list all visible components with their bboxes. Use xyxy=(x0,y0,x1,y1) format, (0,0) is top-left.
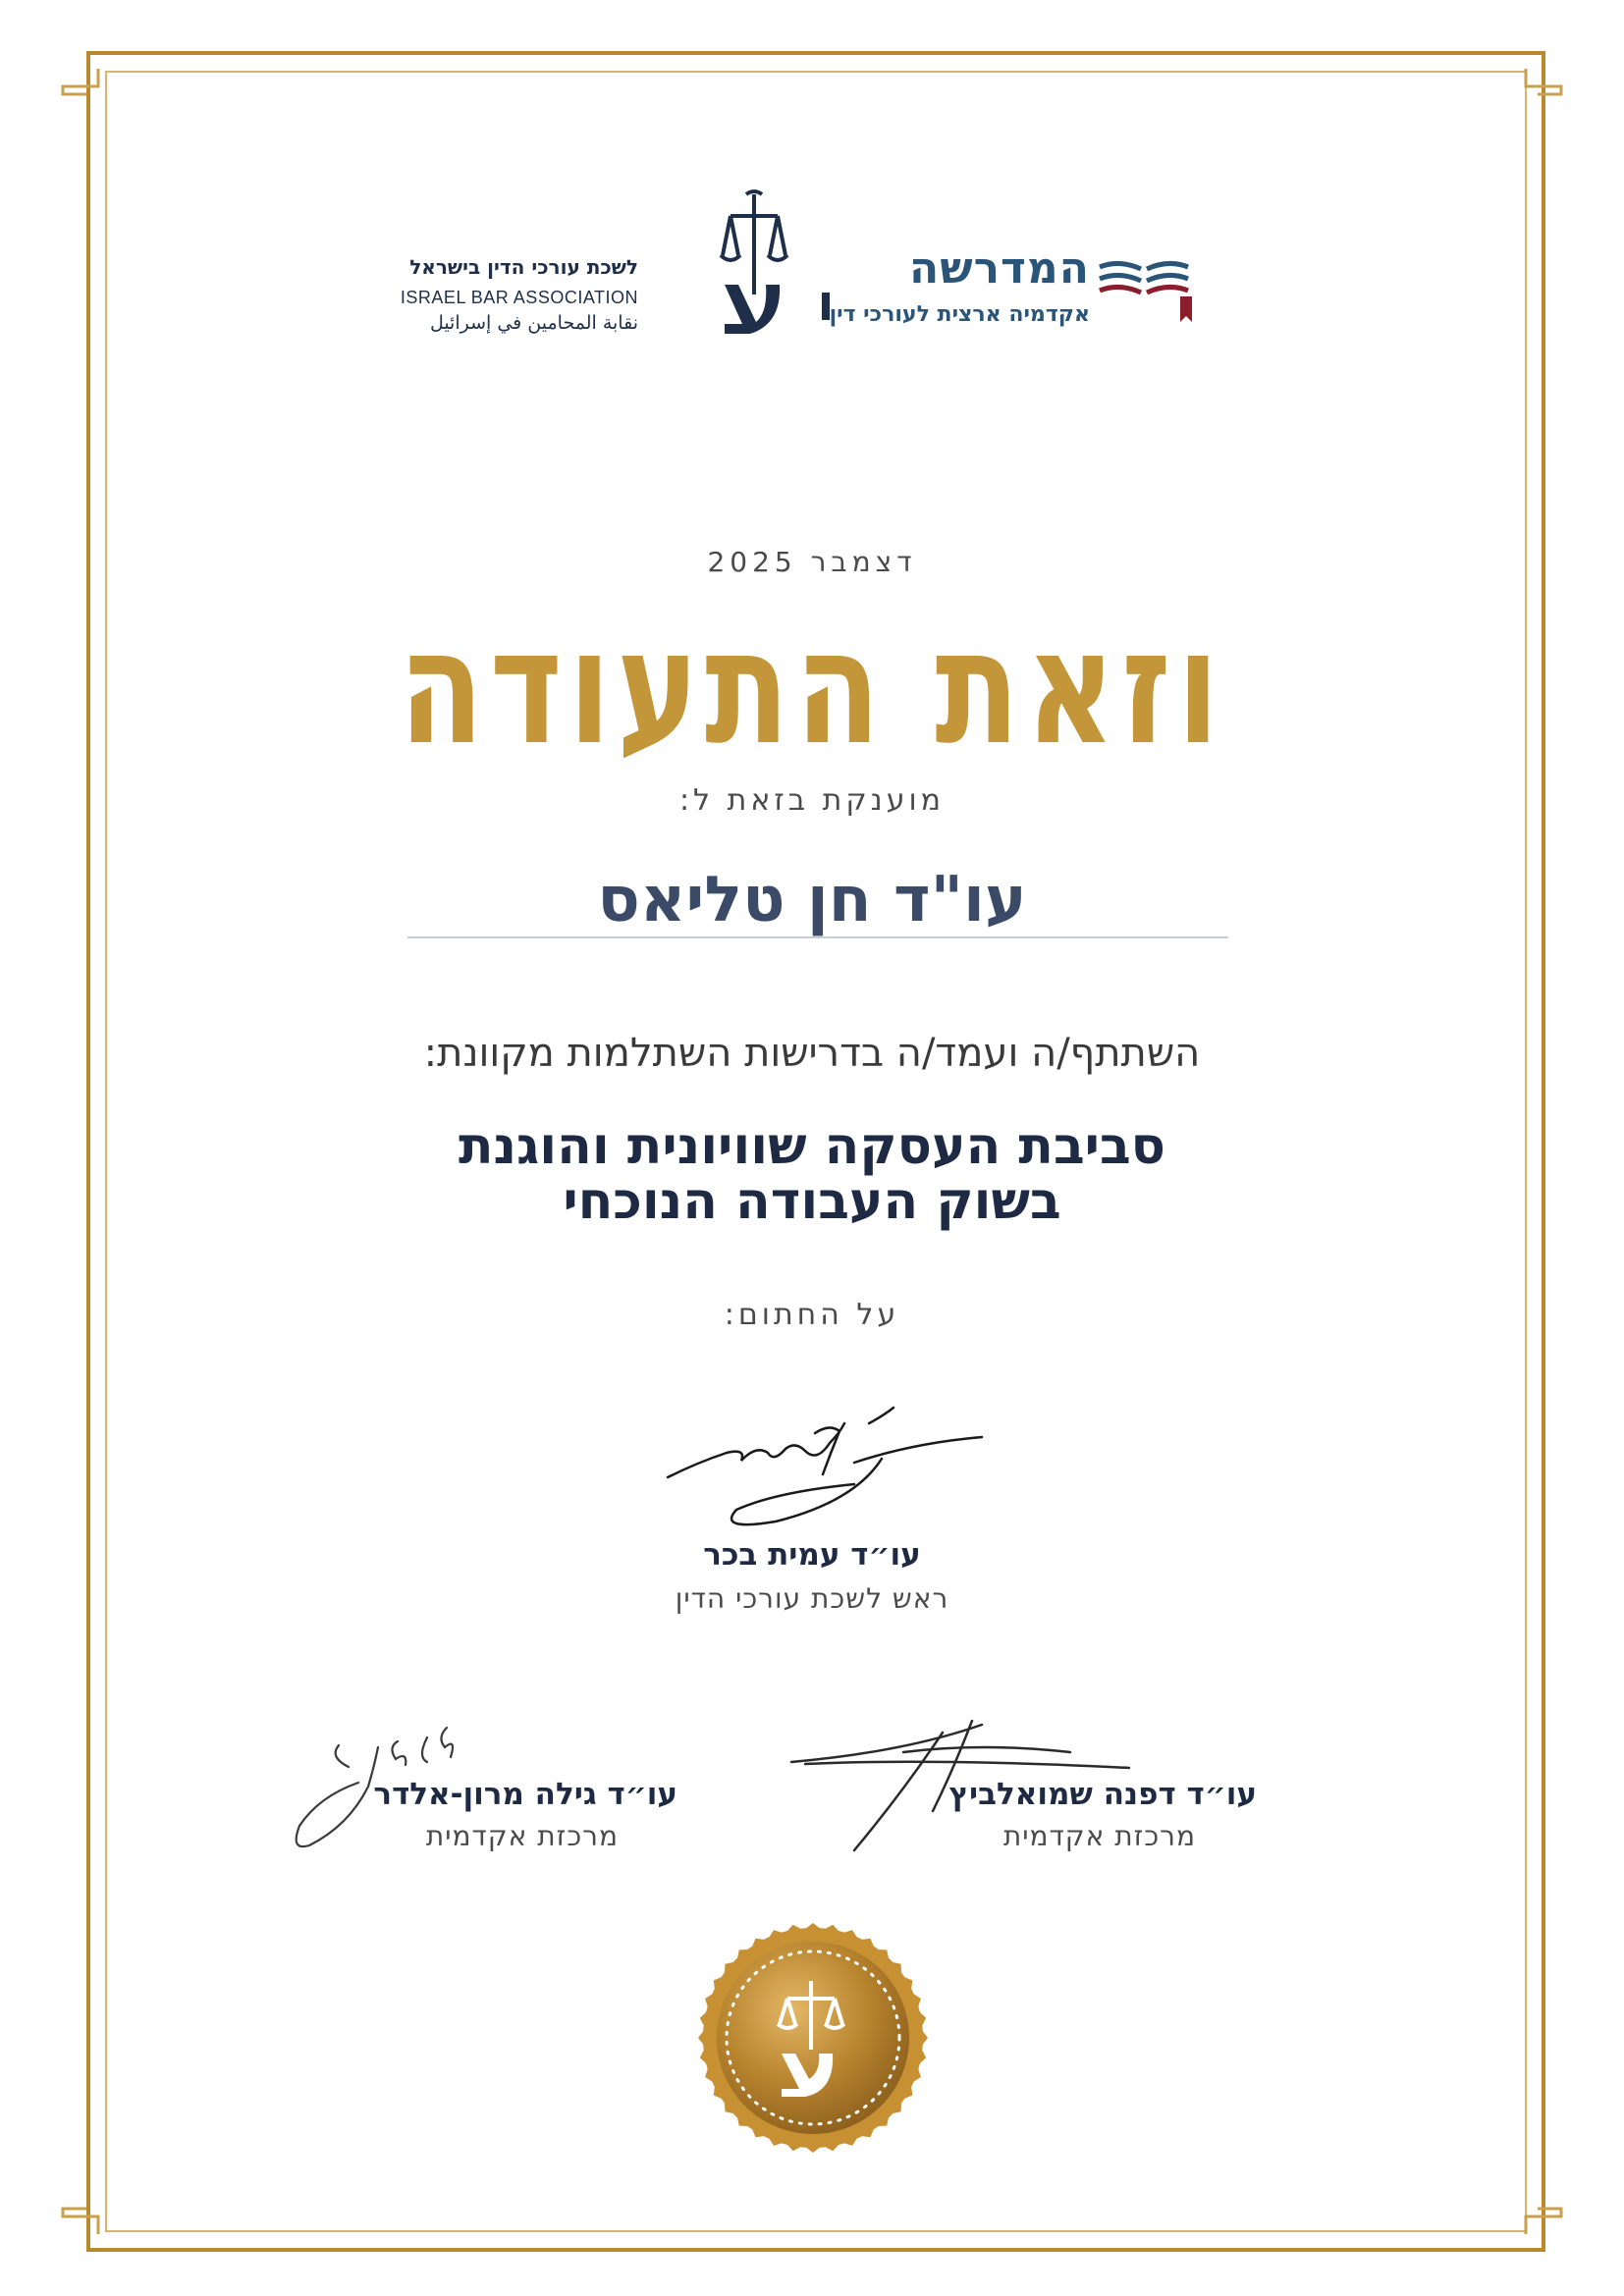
main-signatory-role: ראש לשכת עורכי הדין xyxy=(675,1582,949,1615)
main-signature xyxy=(658,1394,992,1541)
midrasha-title: המדרשה xyxy=(908,243,1090,294)
gold-seal-icon xyxy=(697,1922,929,2154)
awarded-to-label: מוענקת בזאת ל: xyxy=(678,783,946,818)
open-book-icon xyxy=(1090,247,1198,326)
iba-name-hebrew: לשכת עורכי הדין בישראל xyxy=(409,255,638,279)
scales-emblem-icon xyxy=(707,187,805,344)
participation-text: השתתף/ה ועמד/ה בדרישות השתלמות מקוונת: xyxy=(423,1031,1201,1076)
right-signatory-name: עו״ד דפנה שמואלביץ xyxy=(948,1777,1257,1812)
course-title xyxy=(0,1119,1624,1229)
course-title-line-1: סביבת העסקה שוויונית והוגנת xyxy=(458,1117,1166,1176)
left-signatory-name: עו״ד גילה מרון-אלדר xyxy=(373,1777,677,1812)
left-signatory-role: מרכזת אקדמית xyxy=(425,1820,619,1852)
israel-bar-association-logo xyxy=(400,187,825,353)
certificate-date: דצמבר 2025 xyxy=(707,546,917,578)
midrasha-logo xyxy=(829,226,1198,344)
recipient-underline xyxy=(407,936,1228,938)
certificate-title: וזאת התעודה xyxy=(399,596,1225,781)
header-logos xyxy=(400,187,1198,353)
recipient-name: עו"ד חן טליאס xyxy=(597,864,1027,936)
course-title-line-2: בשוק העבודה הנוכחי xyxy=(563,1172,1061,1231)
main-signatory-name: עו״ד עמית בכר xyxy=(703,1537,921,1573)
signed-by-label: על החתום: xyxy=(724,1298,900,1332)
right-signatory-role: מרכזת אקדמית xyxy=(1002,1820,1196,1852)
midrasha-subtitle: אקדמיה ארצית לעורכי דין xyxy=(829,302,1090,327)
iba-name-english: ISRAEL BAR ASSOCIATION xyxy=(400,288,638,307)
iba-name-arabic: نقابة المحامين في إسرائيل xyxy=(429,312,638,334)
